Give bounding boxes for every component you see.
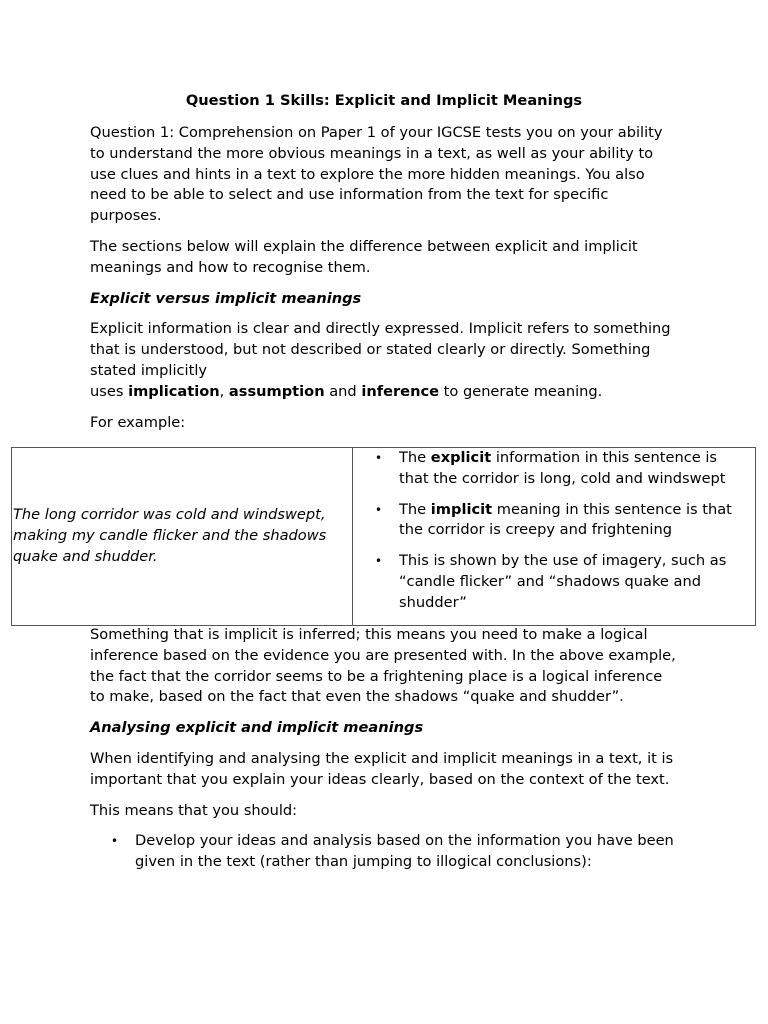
inference-paragraph: Something that is implicit is inferred; this means you need to make a logical inference based on the evidence you are presented with. In the above example, the fact that the corridor seems to be a frightening place is a logical inference to make, based on the fact that even the shadows “quake and shudder”.	[90, 626, 676, 706]
means-label: This means that you should:	[90, 801, 298, 819]
term-explicit: explicit	[430, 449, 492, 466]
item-text-post: meaning in this sentence is that the corridor is creepy and frightening	[399, 500, 732, 539]
intro-section	[90, 123, 680, 433]
example-table	[11, 447, 756, 626]
term-assumption: assumption	[228, 382, 325, 400]
bullet-icon: •	[375, 451, 383, 465]
analysis-list	[353, 448, 755, 614]
analysis-item-explicit	[353, 448, 755, 490]
after-table-section	[90, 625, 680, 873]
term-inference: inference	[361, 382, 440, 400]
advice-item-text: Develop your ideas and analysis based on the information you have been given in the text (rather than jumping to illogical conclusions):	[135, 832, 674, 871]
definition-text: Explicit information is clear and directly expressed. Implicit refers to something that is understood, but not described or stated clearly or directly. Something stated implicitly	[90, 320, 671, 379]
advice-item	[90, 831, 680, 873]
item-text-pre: The	[399, 500, 427, 518]
example-analysis-cell	[353, 448, 755, 625]
item-text-post: information in this sentence is that the corridor is long, cold and windswept	[399, 449, 726, 487]
definition-and: and	[329, 382, 357, 400]
advice-list	[90, 831, 680, 873]
section-heading-explicit-vs-implicit: Explicit versus implicit meanings	[90, 289, 362, 307]
example-sentence-cell	[12, 448, 353, 625]
analysis-item-implicit	[353, 500, 755, 542]
analysing-paragraph: When identifying and analysing the explicit and implicit meanings in a text, it is important that you explain your ideas clearly, based on the context of the text.	[90, 749, 674, 788]
intro-paragraph-2: The sections below will explain the difference between explicit and implicit meanings and how to recognise them.	[90, 237, 638, 276]
definition-comma: ,	[219, 382, 225, 400]
definition-uses: uses	[90, 382, 124, 400]
intro-paragraph-1: Question 1: Comprehension on Paper 1 of your IGCSE tests you on your ability to understand the more obvious meanings in a text, as well as your ability to use clues and hints in a text to explore the more hidden meanings. You also need to be able to select and use information from the text for specific purposes.	[90, 124, 663, 225]
definition-end: to generate meaning.	[443, 382, 603, 400]
item-text: This is shown by the use of imagery, such as “candle flicker” and “shadows quake and shudder”	[399, 552, 727, 611]
term-implication: implication	[128, 382, 220, 400]
analysis-item-imagery	[353, 551, 755, 613]
definition-paragraph	[90, 319, 680, 402]
bullet-icon: •	[375, 502, 383, 517]
for-example-label: For example:	[90, 413, 186, 431]
example-sentence: The long corridor was cold and windswept, making my candle flicker and the shadows quake and shudder.	[13, 506, 327, 565]
term-implicit: implicit	[430, 500, 493, 518]
page-title: Question 1 Skills: Explicit and Implicit Meanings	[185, 92, 583, 109]
bullet-icon: •	[375, 554, 383, 569]
bullet-icon: •	[111, 834, 119, 849]
section-heading-analysing: Analysing explicit and implicit meanings	[90, 719, 424, 737]
item-text-pre: The	[399, 449, 427, 466]
